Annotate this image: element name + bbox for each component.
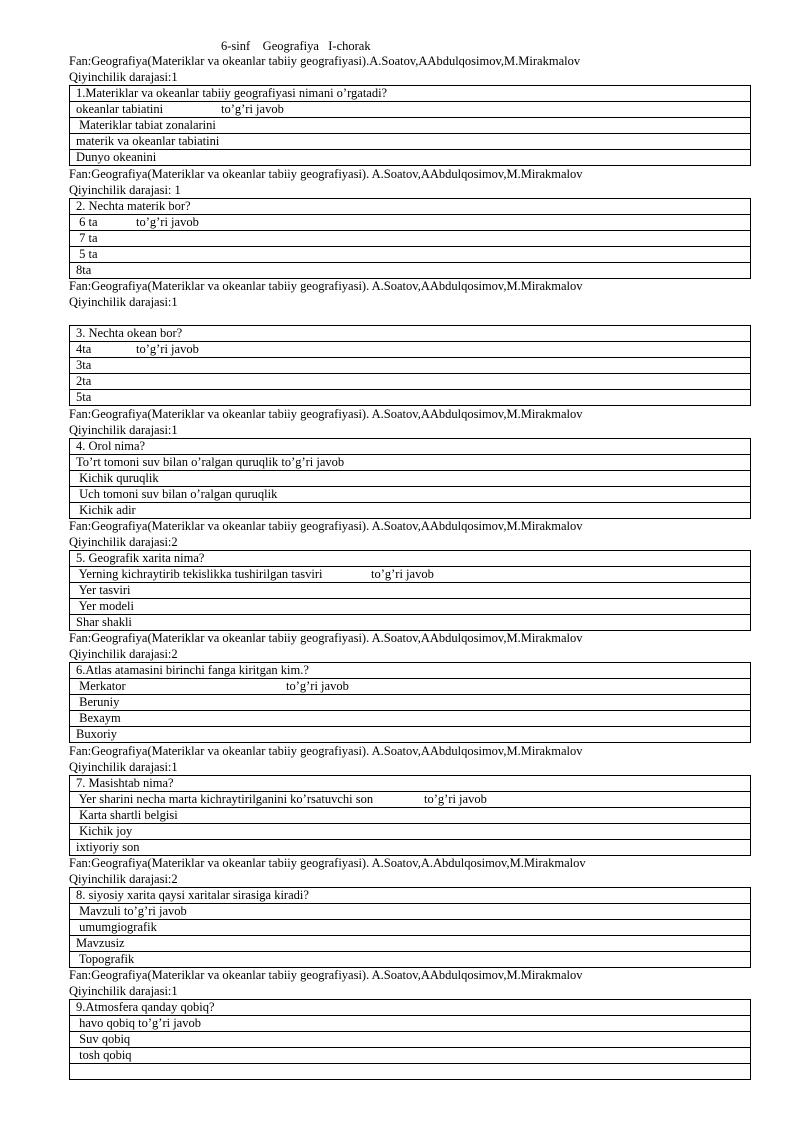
page-title: 6-sinf Geografiya I-chorak [221, 39, 371, 53]
answer-text: 3ta [76, 358, 92, 372]
answer-option [70, 824, 751, 840]
answer-option [70, 936, 751, 952]
answer-text: Mavzusiz [76, 936, 125, 950]
answer-text: Kichik adir [76, 503, 136, 517]
question-text: 7. Masishtab nima? [70, 776, 751, 792]
answer-option [70, 374, 751, 390]
subject-line: Fan:Geografiya(Materiklar va okeanlar tabiiy geografiyasi). A.Soatov,AAbdulqosimov,M.Mirakmalov [69, 407, 583, 421]
difficulty-level: Qiyinchilik darajasi:2 [69, 535, 178, 549]
question-text: 6.Atlas atamasini birinchi fanga kiritgan kim.? [70, 663, 751, 679]
answer-text: Suv qobiq [76, 1032, 131, 1046]
question-text: 4. Orol nima? [70, 439, 751, 455]
question-block [69, 166, 751, 279]
question-block [69, 518, 751, 631]
subject-line: Fan:Geografiya(Materiklar va okeanlar tabiiy geografiyasi). A.Soatov,A.Abdulqosimov,M.Mirakmalov [69, 856, 586, 870]
question-text: 3. Nechta okean bor? [70, 326, 751, 342]
correct-answer-mark: to’g’ri javob [136, 215, 199, 229]
answer-option [70, 503, 751, 519]
answer-option [70, 679, 751, 695]
answer-option [70, 1064, 751, 1080]
difficulty-level: Qiyinchilik darajasi:2 [69, 872, 178, 886]
answer-text: 6 ta [76, 215, 98, 229]
answer-text: 2ta [76, 374, 92, 388]
question-table [69, 438, 751, 519]
question-table [69, 662, 751, 743]
answer-option [70, 952, 751, 968]
subject-line: Fan:Geografiya(Materiklar va okeanlar tabiiy geografiyasi). A.Soatov,AAbdulqosimov,M.Mirakmalov [69, 519, 583, 533]
answer-option [70, 615, 751, 631]
question-block [69, 855, 751, 968]
answer-option [70, 247, 751, 263]
answer-text: ixtiyoriy son [76, 840, 140, 854]
answer-option [70, 711, 751, 727]
answer-text: materik va okeanlar tabiatini [76, 134, 220, 148]
answer-text: 5ta [76, 390, 92, 404]
answer-text: Kichik quruqlik [76, 471, 159, 485]
question-table [69, 198, 751, 279]
question-table [69, 999, 751, 1080]
difficulty-level: Qiyinchilik darajasi: 1 [69, 183, 181, 197]
subject-line: Fan:Geografiya(Materiklar va okeanlar tabiiy geografiyasi).A.Soatov,AAbdulqosimov,M.Mirakmalov [69, 54, 581, 68]
question-table [69, 550, 751, 631]
question-block [69, 630, 751, 743]
question-block [69, 406, 751, 519]
correct-answer-mark: to’g’ri javob [371, 567, 434, 581]
answer-option [70, 342, 751, 358]
answer-text: Karta shartli belgisi [76, 808, 178, 822]
answer-option [70, 455, 751, 471]
question-block [69, 967, 751, 1080]
answer-option [70, 487, 751, 503]
answer-text: Mavzuli to’g’ri javob [76, 904, 187, 918]
question-text: 2. Nechta materik bor? [70, 199, 751, 215]
correct-answer-mark: to’g’ri javob [286, 679, 349, 693]
answer-option [70, 808, 751, 824]
question-table [69, 325, 751, 406]
answer-option [70, 904, 751, 920]
subject-line: Fan:Geografiya(Materiklar va okeanlar tabiiy geografiyasi). A.Soatov,AAbdulqosimov,M.Mirakmalov [69, 744, 583, 758]
answer-text: 8ta [76, 263, 92, 277]
answer-text: Yer sharini necha marta kichraytirilganini ko’rsatuvchi son [76, 792, 374, 806]
answer-text: Kichik joy [76, 824, 133, 838]
question-text: 8. siyosiy xarita qaysi xaritalar sirasiga kiradi? [70, 888, 751, 904]
answer-text: okeanlar tabiatini [76, 102, 164, 116]
answer-option [70, 231, 751, 247]
answer-option [70, 102, 751, 118]
difficulty-level: Qiyinchilik darajasi:1 [69, 760, 178, 774]
subject-line: Fan:Geografiya(Materiklar va okeanlar tabiiy geografiyasi). A.Soatov,AAbdulqosimov,M.Mirakmalov [69, 968, 583, 982]
correct-answer-mark: to’g’ri javob [221, 102, 284, 116]
question-table [69, 85, 751, 166]
answer-text: Buxoriy [76, 727, 117, 741]
answer-option [70, 390, 751, 406]
question-text: 1.Materiklar va okeanlar tabiiy geografiyasi nimani o’rgatadi? [70, 86, 751, 102]
question-text: 5. Geografik xarita nima? [70, 551, 751, 567]
question-block [69, 53, 751, 166]
answer-option [70, 695, 751, 711]
subject-line: Fan:Geografiya(Materiklar va okeanlar tabiiy geografiyasi). A.Soatov,AAbdulqosimov,M.Mirakmalov [69, 279, 583, 293]
answer-text: Merkator [76, 679, 126, 693]
question-block [69, 743, 751, 856]
answer-option [70, 1016, 751, 1032]
answer-option [70, 920, 751, 936]
answer-option [70, 263, 751, 279]
answer-text: Yer modeli [76, 599, 134, 613]
answer-option [70, 471, 751, 487]
answer-text: Beruniy [76, 695, 120, 709]
answer-text: To’rt tomoni suv bilan o’ralgan quruqlik to’g’ri javob [76, 455, 345, 469]
question-table [69, 887, 751, 968]
answer-text: tosh qobiq [76, 1048, 132, 1062]
answer-text: Yerning kichraytirib tekislikka tushirilgan tasviri [76, 567, 323, 581]
answer-text: Shar shakli [76, 615, 132, 629]
answer-text: 4ta [76, 342, 92, 356]
subject-line: Fan:Geografiya(Materiklar va okeanlar tabiiy geografiyasi). A.Soatov,AAbdulqosimov,M.Mirakmalov [69, 631, 583, 645]
correct-answer-mark: to’g’ri javob [136, 342, 199, 356]
answer-option [70, 358, 751, 374]
answer-text: Bexaym [76, 711, 121, 725]
answer-text: havo qobiq to’g’ri javob [76, 1016, 201, 1030]
answer-text: Materiklar tabiat zonalarini [76, 118, 216, 132]
question-block [69, 278, 751, 406]
answer-text: Dunyo okeanini [76, 150, 157, 164]
answer-option [70, 792, 751, 808]
question-text: 9.Atmosfera qanday qobiq? [70, 1000, 751, 1016]
answer-option [70, 727, 751, 743]
answer-text: Topografik [76, 952, 135, 966]
answer-text: Uch tomoni suv bilan o’ralgan quruqlik [76, 487, 278, 501]
difficulty-level: Qiyinchilik darajasi:2 [69, 647, 178, 661]
question-table [69, 775, 751, 856]
answer-text: 7 ta [76, 231, 98, 245]
answer-option [70, 840, 751, 856]
answer-option [70, 134, 751, 150]
answer-option [70, 583, 751, 599]
subject-line: Fan:Geografiya(Materiklar va okeanlar tabiiy geografiyasi). A.Soatov,AAbdulqosimov,M.Mirakmalov [69, 167, 583, 181]
correct-answer-mark: to’g’ri javob [424, 792, 487, 806]
difficulty-level: Qiyinchilik darajasi:1 [69, 984, 178, 998]
answer-option [70, 567, 751, 583]
answer-text: Yer tasviri [76, 583, 131, 597]
answer-option [70, 215, 751, 231]
answer-option [70, 1048, 751, 1064]
answer-option [70, 1032, 751, 1048]
answer-option [70, 118, 751, 134]
answer-option [70, 599, 751, 615]
difficulty-level: Qiyinchilik darajasi:1 [69, 70, 178, 84]
answer-text: 5 ta [76, 247, 98, 261]
answer-text: umumgiografik [76, 920, 157, 934]
difficulty-level: Qiyinchilik darajasi:1 [69, 295, 178, 309]
answer-option [70, 150, 751, 166]
difficulty-level: Qiyinchilik darajasi:1 [69, 423, 178, 437]
